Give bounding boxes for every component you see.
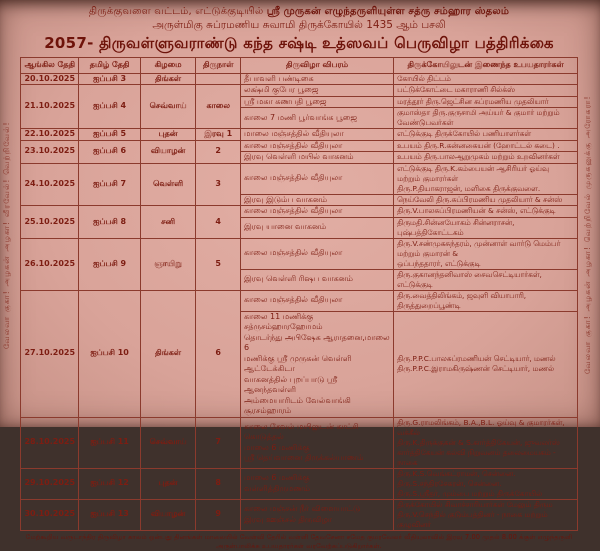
thirunaal-cell [196,73,241,85]
weekday-cell: திங்கள் [140,73,196,85]
donor-cell: திரு.G.ராமலிங்கம், B.A.,B.L. ஓய்வு & குமாரர்கள், வக்கீல் திரு.K.திருக்குகன் & S.கார்த்திகேயன், ஜுவலர்ஸ் கார்த்திகேயன் கல்வி நிறுவனம் தலைமையகம் - நாகை [394,417,578,468]
tamil-date-cell: ஐப்பசி 5 [79,129,140,141]
english-date-cell: 25.10.2025 [21,206,79,239]
event-detail-cell: காலை 7 மணி பூர்வாங்க பூஜை [240,108,393,129]
festival-table-body [21,73,578,530]
document-content [20,6,578,551]
donor-cell: எட்டுக்குடி திருக்கோயில் பணியாளர்கள் [394,129,578,141]
page-title: 2057- திருவள்ளுவராண்டு கந்த சஷ்டி உத்ஸவப் பெருவிழா பத்திரிக்கை [44,34,554,52]
header-line-2: அருள்மிகு சுப்ரமணிய சுவாமி திருக்கோயில் 1435 ஆம் பசலி [152,19,446,31]
table-row [21,85,578,97]
thirunaal-cell: 2 [196,140,241,163]
donor-cell: உபயம் திரு.பாலஆறுமுகம் மற்றும் உறவினர்கள் [394,152,578,164]
table-row [21,468,578,499]
tamil-date-cell: ஐப்பசி 10 [79,290,140,417]
donor-cell: குமாஸ்தா திரு.குருசாமி அய்யர் & குமார் மற்றும் வேண்டுபவர்கள் [394,108,578,129]
thirunaal-cell: 5 [196,238,241,290]
table-row [21,417,578,468]
event-detail-cell: காலை சேவல் மயிலுடன் காட்சி கொடுத்தல் மாலை 6 மணிக்கு ஸ்ரீ தெய்வானை திருக்கல்யாணம் [240,417,393,468]
english-date-cell: 21.10.2025 [21,85,79,129]
donor-cell: திரு.V.பாலசுப்பிரமணியன் & சன்ஸ், எட்டுக்குடி [394,206,578,218]
thirunaal-cell: 6 [196,290,241,417]
table-row [21,290,578,311]
donor-cell: திரு.P.P.C.பாலசுப்ரமணியன் செட்டியார், மணல் திரு.P.P.C.இராமகிருஷ்ணன் செட்டியார், மணல் [394,311,578,417]
table-row [21,140,578,152]
table-row [21,163,578,194]
weekday-cell: வியாழன் [140,499,196,530]
donor-cell: பட்டுக்கோட்டை மகாராணி சில்க்ஸ் [394,85,578,97]
tamil-date-cell: ஐப்பசி 12 [79,468,140,499]
event-detail-cell: தீபாவளி பண்டிகை [240,73,393,85]
tamil-date-cell: ஐப்பசி 13 [79,499,140,530]
weekday-cell: புதன் [140,468,196,499]
weekday-cell: புதன் [140,129,196,141]
event-detail-cell: காலை மஞ்சத்தில் வீதியுலா [240,290,393,311]
weekday-cell: வியாழன் [140,140,196,163]
event-detail-cell: காலை மஞ்சத்தில் வீதியுலா [240,163,393,194]
event-detail-cell: காலை மஞ்சத்தில் வீதியுலா [240,206,393,218]
thirunaal-cell: இரவு 1 [196,129,241,141]
right-margin-chant: வேலவா குகா! அழகன் அழகா! வெற்றிவேல் முருகனுக்கு அரோகரா! [583,95,592,375]
table-row [21,499,578,530]
event-detail-cell: இரவு வெள்ளி ரிஷப வாகனம் [240,269,393,290]
tamil-date-cell: ஐப்பசி 7 [79,163,140,206]
tamil-date-cell: ஐப்பசி 4 [79,85,140,129]
english-date-cell: 23.10.2025 [21,140,79,163]
tamil-date-cell: ஐப்பசி 6 [79,140,140,163]
english-date-cell: 20.10.2025 [21,73,79,85]
col-header-english-date: ஆங்கில தேதி [21,58,79,74]
english-date-cell: 26.10.2025 [21,238,79,290]
col-header-event-details: திருவிழா விபரம் [240,58,393,74]
event-detail-cell: காலை மஞ்சன் நீர் விளையாட்டு இரவு ஊஞ்சல் திருவிழா [240,499,393,530]
event-detail-cell: காலை 11 மணிக்கு சத்ருசம்ஹாரஹோமம் தொடர்ந்து அபிஷேக ஆராதனை,மாலை 6 மணிக்கு ஸ்ரீ முருகன் வெள்ளி ஆட்டேக்கிடா வாகனத்தில் புறப்பாடு ஸ்ரீ ஆனந்தவள்ளி அம்மையாரிடம் வேல்வாங்கி சூரசம்ஹாரம் [240,311,393,417]
event-detail-cell: மாலை 6 மணிக்கு வள்ளித்திருமணம் [240,468,393,499]
table-row [21,206,578,218]
donor-cell: கோயில் திட்டம் [394,73,578,85]
weekday-cell: சனி [140,206,196,239]
tamil-date-cell: ஐப்பசி 8 [79,206,140,239]
weekday-cell: செவ்வாய் [140,417,196,468]
donor-cell: மரத்தூர் திரு.ஜெட்சின சுப்ரமணிய முதலியார் [394,96,578,108]
event-detail-cell: இரவு இடும்ப வாகனம் [240,194,393,206]
thirunaal-cell: 7 [196,417,241,468]
table-row [21,238,578,269]
event-detail-cell: காலை மஞ்சத்தில் வீதியுலா [240,238,393,269]
event-detail-cell: காலை மஞ்சத்தில் வீதியுலா [240,140,393,152]
event-detail-cell: ஸ்ரீ மகா கணபதி பூஜை [240,96,393,108]
english-date-cell: 30.10.2025 [21,499,79,530]
weekday-cell: வெள்ளி [140,163,196,206]
tamil-date-cell: ஐப்பசி 9 [79,238,140,290]
table-row [21,73,578,85]
header-line-1 [20,6,578,18]
event-detail-cell: இரவு வெள்ளி மயில் வாகனம் [240,152,393,164]
event-detail-cell: இரவு யானை வாகனம் [240,217,393,238]
col-header-donors: திருக்கோயிலுடன் இணைந்த உபயதாரர்கள் [394,58,578,74]
weekday-cell: திங்கள் [140,290,196,417]
english-date-cell: 24.10.2025 [21,163,79,206]
weekday-cell: செவ்வாய் [140,85,196,129]
donor-cell: திரு.V.சண்முகசுந்தரம், முன்னாள் வார்டு மெம்பர் மற்றும் குமாரன் & ஒப்பந்ததாரர், எட்டுக்குடி [394,238,578,269]
english-date-cell: 29.10.2025 [21,468,79,499]
donor-cell: திரு.குகானந்தனிவாஸ் சைவசெட்டியார்கள், எட்டுக்குடி [394,269,578,290]
donor-cell: திருக்கோயில் சிவாச்சாரியார்கள் மேலும் திரும திரு.V.செந்தில் குடும்பத்தினர் - நாகை மற்றும் குழுவினர் [394,499,578,530]
donor-cell: உபயம் திரு.R.கன்னகையன் (ஹோட்டல் கடை) . [394,140,578,152]
header-line-1-normal: திருக்குவளை வட்டம், எட்டுக்குடியில் [88,6,267,17]
weekday-cell: ஞாயிறு [140,238,196,290]
english-date-cell: 27.10.2025 [21,290,79,417]
thirunaal-cell: காலை [196,85,241,129]
col-header-tamil-date: தமிழ் தேதி [79,58,140,74]
tamil-date-cell: ஐப்பசி 11 [79,417,140,468]
donor-cell: திருமதி.சின்னயோகம் சின்னராசன், புஷ்பத்திகோட்டகம் [394,217,578,238]
tamil-date-cell: ஐப்பசி 3 [79,73,140,85]
donor-cell: நெய்வேலி திரு.சுப்பிரமணிய முதலியார் & சன்ஸ் [394,194,578,206]
donor-cell: திரு.வைத்திலிங்கம், ஜவுளி வியாபாரி, திருத்துறைப்பூண்டி [394,290,578,311]
thirunaal-cell: 8 [196,468,241,499]
donor-cell: திரு.K.S.வெங்கட்ராமன், சென்னை. திரு.S.சந்திரசேகரன், சென்னை. திரு.S.ஸ்ரீதர், மும்பை மற்றும் திருக்கோயில் [394,468,578,499]
thirunaal-cell: 3 [196,163,241,206]
festival-schedule-table [20,57,578,531]
thirunaal-cell: 9 [196,499,241,530]
english-date-cell: 28.10.2025 [21,417,79,468]
table-row [21,129,578,141]
event-detail-cell: மாலை மஞ்சத்தில் வீதியுலா [240,129,393,141]
thirunaal-cell: 4 [196,206,241,239]
footer-note: மேற்கூறிய வருடாந்திர திருவிழா காலம் ஒன்பது தினங்கள் மாலையில் வேள்வி தேரில் வள்ளி தேவசேனா சமேத குமரவேலர் வீதியுலாவில் இரவு 7.00 முதல் 8.00 க்குள் எழுந்தருளி அருள்பாலிக்க உபயதாரர்கள் வரவேற்கப்படுகிறார்கள். [25,532,573,550]
header-line-1-bold: ஸ்ரீ முருகன் எழுந்தருளியுள்ள சத்ரு சம்ஹார ஸ்தலம் [266,6,510,17]
english-date-cell: 22.10.2025 [21,129,79,141]
col-header-weekday: கிழமை [140,58,196,74]
table-header-row [21,58,578,74]
col-header-thirunaal: திருநாள் [196,58,241,74]
donor-cell: எட்டுக்குடி திரு.K.கம்பையன் ஆசிரியர் ஓய்வு மற்றும் குமாரர்கள் திரு.P.தியாகராஜன், மளிகை திருக்குவளை. [394,163,578,194]
event-detail-cell: லக்ஷ்மி குபேர பூஜை [240,85,393,97]
left-margin-chant: வேலவா குகா! அழகன் அழகா! வீரவேல்! வெற்றிவேல்! [2,121,11,349]
